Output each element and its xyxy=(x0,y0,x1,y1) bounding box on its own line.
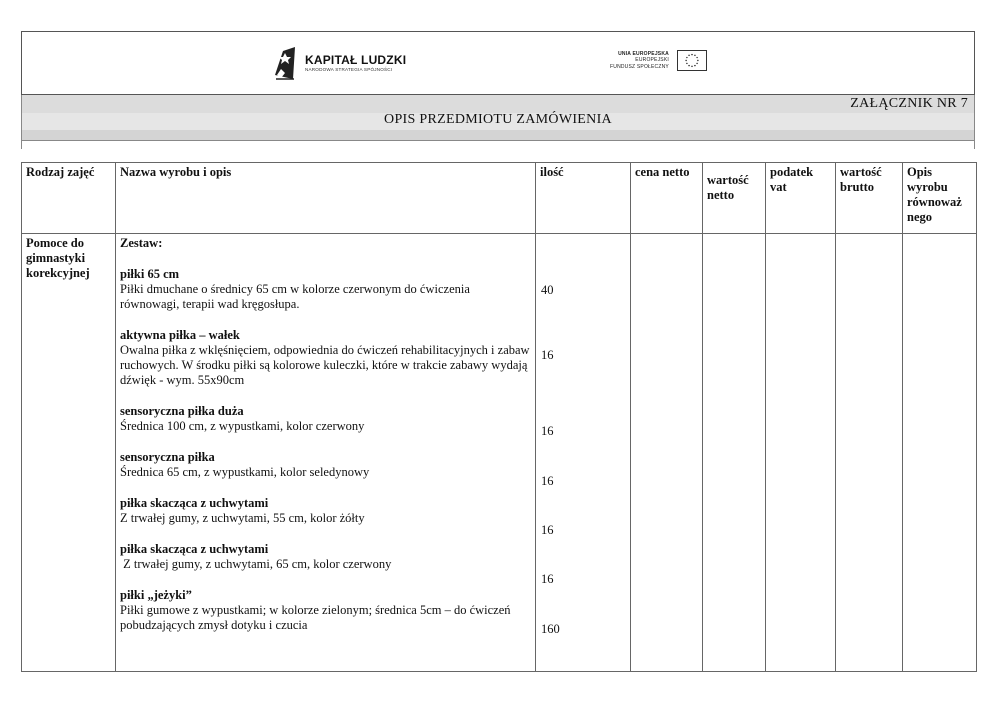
eu-line-3: FUNDUSZ SPOŁECZNY xyxy=(610,63,669,70)
eu-flag-icon xyxy=(677,50,707,71)
item-quantity: 16 xyxy=(541,474,554,488)
document-header xyxy=(21,31,975,95)
row-equiv xyxy=(903,234,977,672)
item-description: Z trwałej gumy, z uchwytami, 65 cm, kolor czerwony xyxy=(120,557,392,571)
eu-line-2: EUROPEJSKI xyxy=(635,57,669,64)
col-qty-header: ilość xyxy=(536,163,631,234)
set-label: Zestaw: xyxy=(120,236,163,250)
list-item xyxy=(120,328,531,388)
kapital-ludzki-logo xyxy=(273,45,406,81)
item-title: piłki „jeżyki” xyxy=(120,588,192,602)
col-vat-header: podatek vat xyxy=(766,163,836,234)
order-title: OPIS PRZEDMIOTU ZAMÓWIENIA xyxy=(384,112,612,127)
item-title: sensoryczna piłka duża xyxy=(120,404,244,418)
item-title: piłka skacząca z uchwytami xyxy=(120,496,269,510)
item-description: Piłki gumowe z wypustkami; w kolorze zielonym; średnica 5cm – do ćwiczeń pobudzających zmysł dotyku i czucia xyxy=(120,603,517,632)
row-quantities xyxy=(536,234,631,672)
table-header-row xyxy=(22,163,977,234)
item-title: piłki 65 cm xyxy=(120,267,180,281)
col-net-value-header: wartość netto xyxy=(703,163,766,234)
item-quantity: 160 xyxy=(541,622,560,636)
eu-logo xyxy=(610,50,707,71)
col-name-header: Nazwa wyrobu i opis xyxy=(116,163,536,234)
items-table xyxy=(21,162,977,672)
col-net-price-header: cena netto xyxy=(631,163,703,234)
kapital-ludzki-subtitle: NARODOWA STRATEGIA SPÓJNOŚCI xyxy=(305,66,393,72)
row-net-price xyxy=(631,234,703,672)
row-gross-value xyxy=(836,234,903,672)
row-description xyxy=(116,234,536,672)
table-row xyxy=(22,234,977,672)
item-quantity: 16 xyxy=(541,424,554,438)
list-item xyxy=(120,542,531,572)
item-description: Piłki dmuchane o średnicy 65 cm w kolorze czerwonym do ćwiczenia równowagi, terapii wad kręgosłupa. xyxy=(120,282,474,311)
eu-line-1: UNIA EUROPEJSKA xyxy=(618,50,669,57)
kapital-ludzki-title: KAPITAŁ LUDZKI xyxy=(305,52,407,67)
col-gross-value-header: wartość brutto xyxy=(836,163,903,234)
item-quantity: 40 xyxy=(541,283,554,297)
item-description: Owalna piłka z wklęśnięciem, odpowiednia do ćwiczeń rehabilitacyjnych i zabaw ruchowych. W środku piłki są kolorowe kuleczki, które w trakcie zabawy wydają dźwięk - wym. 55x90cm xyxy=(120,343,533,387)
item-title: aktywna piłka – wałek xyxy=(120,328,240,342)
row-kind: Pomoce do gimnastyki korekcyjnej xyxy=(22,234,116,672)
kapital-ludzki-emblem-icon xyxy=(273,45,297,81)
item-description: Średnica 65 cm, z wypustkami, kolor seledynowy xyxy=(120,465,370,479)
col-equiv-header: Opis wyrobu równoważ nego xyxy=(903,163,977,234)
item-description: Z trwałej gumy, z uchwytami, 55 cm, kolor żółty xyxy=(120,511,365,525)
list-item xyxy=(120,267,531,312)
list-item xyxy=(120,450,531,480)
list-item xyxy=(120,404,531,434)
annex-label: ZAŁĄCZNIK NR 7 xyxy=(850,96,968,111)
list-item xyxy=(120,588,531,633)
row-vat xyxy=(766,234,836,672)
title-bands xyxy=(21,95,975,149)
item-title: sensoryczna piłka xyxy=(120,450,215,464)
row-net-value xyxy=(703,234,766,672)
col-kind-header: Rodzaj zajęć xyxy=(22,163,116,234)
item-quantity: 16 xyxy=(541,523,554,537)
item-quantity: 16 xyxy=(541,348,554,362)
item-description: Średnica 100 cm, z wypustkami, kolor czerwony xyxy=(120,419,365,433)
list-item xyxy=(120,496,531,526)
item-quantity: 16 xyxy=(541,572,554,586)
item-title: piłka skacząca z uchwytami xyxy=(120,542,269,556)
